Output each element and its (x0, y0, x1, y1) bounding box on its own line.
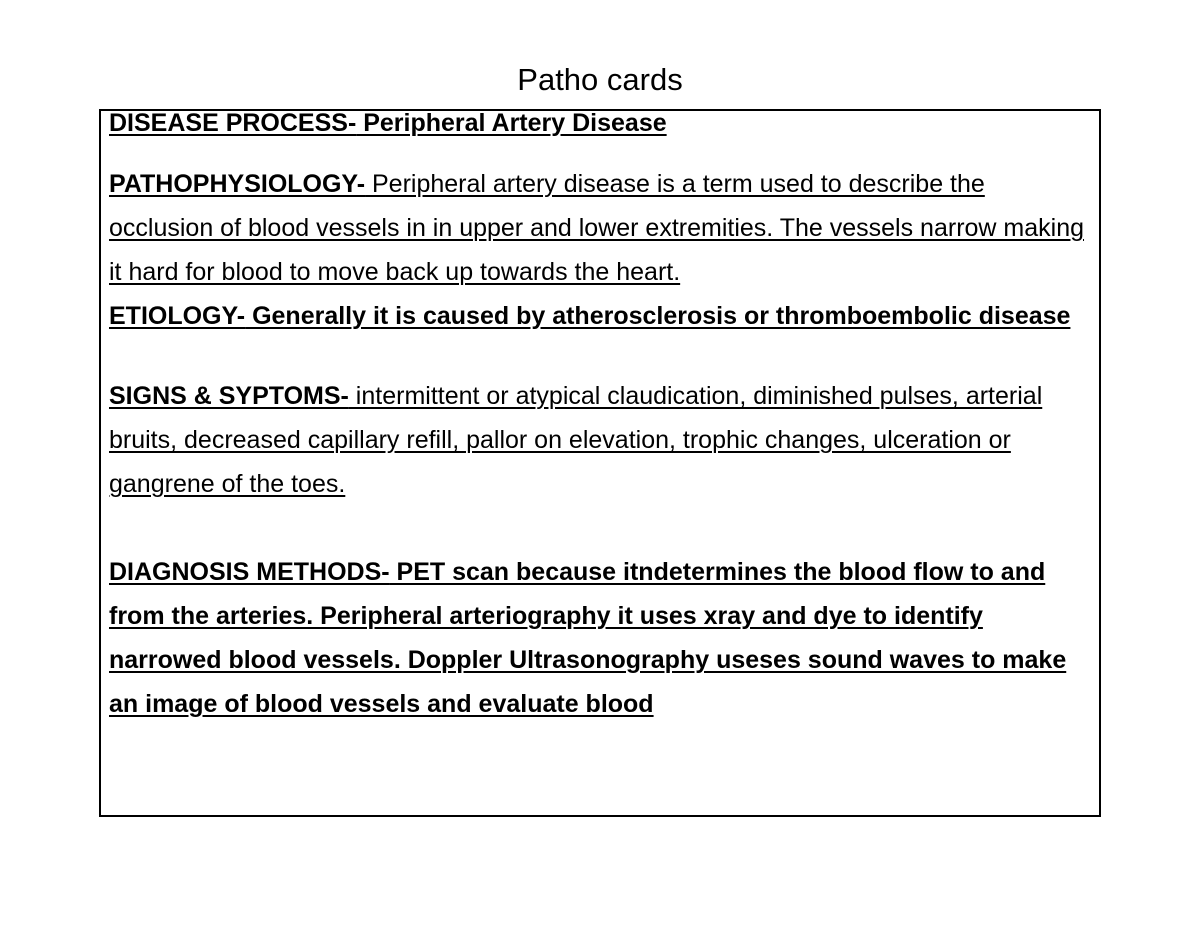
signs-symptoms-label: SIGNS & SYPTOMS- (109, 382, 349, 410)
section-spacer (109, 338, 1091, 374)
diagnosis-methods-label: DIAGNOSIS METHODS- (109, 558, 390, 586)
disease-process-section (109, 109, 1091, 138)
patho-card (99, 109, 1101, 817)
disease-process-label: DISEASE PROCESS- (109, 109, 357, 137)
signs-symptoms-value: intermittent or atypical claudication, diminished pulses, arterial bruits, decreased capillary refill, pallor on elevation, trophic changes, ulceration or gangrene of the toes. (109, 382, 1043, 498)
diagnosis-methods-value: PET scan because itndetermines the blood flow to and from the arteries. Peripheral arteriography it uses xray and dye to identify narrowed blood vessels. Doppler Ultrasonography useses sound waves to make an image of blood vessels and evaluate blood (109, 558, 1067, 718)
pathophysiology-value: Peripheral artery disease is a term used to describe the occlusion of blood vessels in in upper and lower extremities. The vessels narrow making it hard for blood to move back up towards the heart. (109, 170, 1085, 286)
signs-symptoms-section (109, 374, 1091, 506)
pathophysiology-section (109, 162, 1091, 294)
pathophysiology-label: PATHOPHYSIOLOGY- (109, 170, 366, 198)
etiology-section (109, 294, 1091, 338)
disease-process-value: Peripheral Artery Disease (356, 109, 667, 137)
section-spacer (109, 506, 1091, 550)
page-title: Patho cards (517, 62, 683, 97)
etiology-label: ETIOLOGY- (109, 302, 246, 330)
etiology-value: Generally it is caused by atherosclerosis or thromboembolic disease (245, 302, 1071, 330)
card-content (109, 109, 1091, 726)
diagnosis-methods-section (109, 550, 1091, 726)
